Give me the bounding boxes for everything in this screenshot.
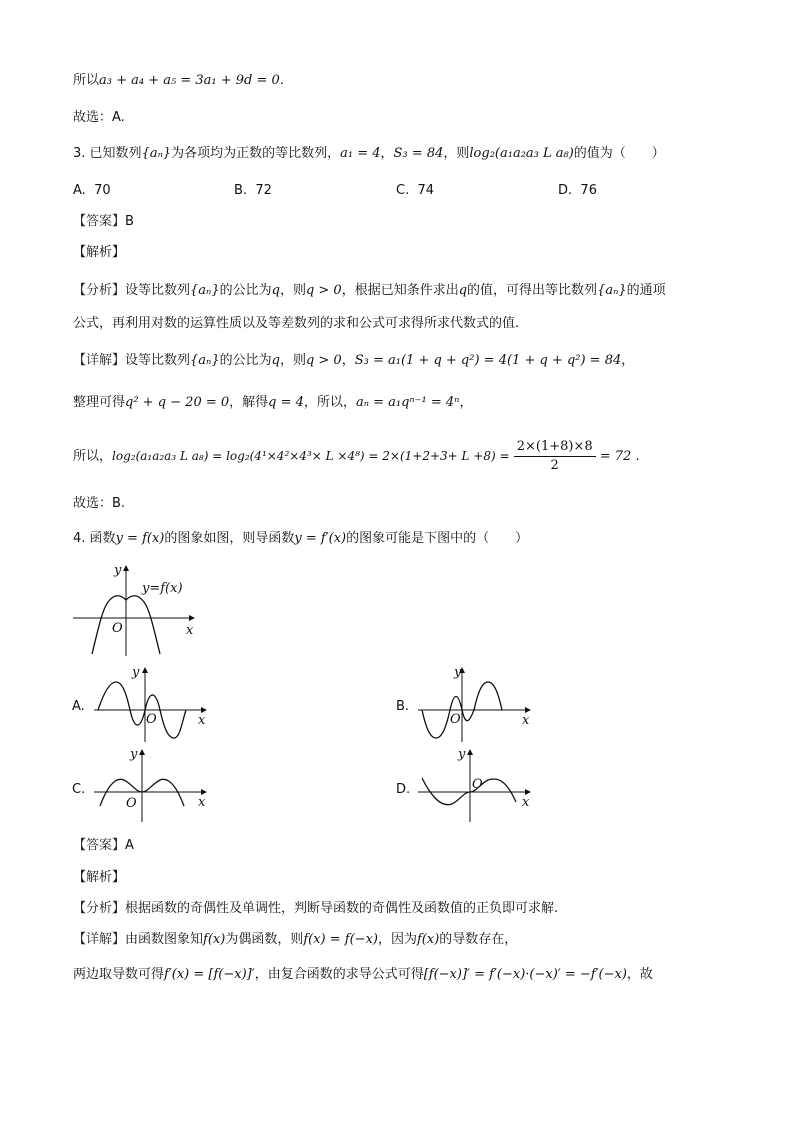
q4-answer-tag: 【答案】 bbox=[73, 838, 126, 853]
q3-xj-eq5-end: = 72 . bbox=[599, 449, 640, 464]
q3-fenxi-1f: 的通项 bbox=[626, 283, 666, 298]
q3-xj-frac-den: 2 bbox=[550, 458, 559, 473]
q3-xj-qpos: q > 0 bbox=[305, 353, 342, 368]
q4-stem bbox=[73, 529, 528, 549]
q3-xj-q: q bbox=[271, 353, 280, 368]
a-x-label: x bbox=[198, 713, 206, 728]
q4-option-c-graph bbox=[92, 744, 212, 824]
q4-option-b-letter: B. bbox=[396, 699, 410, 714]
c-y-label: y bbox=[130, 747, 138, 762]
main-y-label: y bbox=[114, 563, 122, 578]
q4-number: 4. bbox=[73, 531, 86, 546]
q4-answer bbox=[73, 836, 134, 856]
d-y-label: y bbox=[458, 747, 466, 762]
q2-conclusion-prefix: 所以 bbox=[73, 73, 100, 88]
q4-xj-eq2: f′(x) = [f(−x)]′ bbox=[164, 967, 255, 982]
q4-analysis-tag: 【解析】 bbox=[73, 870, 126, 885]
q3-cond1: a₁ = 4 bbox=[340, 146, 381, 161]
q2-conclusion-math: a₃ + a₄ + a₅ = 3a₁ + 9d = 0 bbox=[99, 73, 280, 88]
q3-fenxi-q2: q bbox=[458, 283, 468, 298]
q4-xj-fx: f(x) bbox=[203, 932, 226, 947]
a-origin-label: O bbox=[146, 712, 157, 727]
a-y-label: y bbox=[132, 665, 140, 680]
q4-xiangjie-line2 bbox=[73, 965, 653, 985]
q4-option-d-letter: D. bbox=[396, 782, 411, 797]
d-curve bbox=[422, 778, 516, 805]
q3-fenxi-qpos: q > 0 bbox=[305, 283, 342, 298]
c-x-label: x bbox=[198, 795, 206, 810]
q4-option-d-graph bbox=[416, 744, 536, 824]
main-origin-label: O bbox=[112, 621, 123, 636]
q4-answer-value: A bbox=[125, 838, 134, 853]
q3-expr: log₂(a₁a₂a₃ L a₈) bbox=[469, 146, 574, 161]
q3-option-c-letter: C. bbox=[396, 183, 410, 198]
q4-stem-b: 的图象如图，则导函数 bbox=[164, 531, 295, 546]
q3-choose: 故选：B. bbox=[73, 496, 126, 511]
q3-fenxi-seq: {aₙ} bbox=[190, 283, 220, 298]
q3-xj-2c: ，所以， bbox=[303, 395, 356, 410]
q4-xj-2a: 两边取导数可得 bbox=[73, 967, 165, 982]
q3-xj-3a: 所以， bbox=[73, 449, 113, 464]
q3-cond2: S₃ = 84 bbox=[393, 146, 444, 161]
q3-seq: {aₙ} bbox=[141, 146, 172, 161]
q4-fenxi-tag: 【分析】 bbox=[73, 901, 126, 916]
q4-fenxi-line bbox=[73, 899, 558, 919]
q3-analysis-tag: 【解析】 bbox=[73, 245, 126, 260]
d-x-label: x bbox=[522, 795, 530, 810]
q3-xiangjie-tag: 【详解】 bbox=[73, 353, 126, 368]
c-origin-label: O bbox=[126, 796, 137, 811]
q3-fenxi-1c: ，则 bbox=[279, 283, 306, 298]
b-x-label: x bbox=[522, 713, 530, 728]
q4-option-b-graph bbox=[416, 662, 536, 744]
q3-option-b bbox=[234, 181, 272, 201]
q3-stem bbox=[73, 144, 665, 164]
q4-xj-1b: 为偶函数，则 bbox=[225, 932, 304, 947]
q3-xj-2b: ，解得 bbox=[229, 395, 269, 410]
q4-xj-1a: 由函数图象知 bbox=[125, 932, 204, 947]
q3-fenxi-1b: 的公比为 bbox=[219, 283, 272, 298]
q3-xj-eq5: log₂(a₁a₂a₃ L a₈) = log₂(4¹×4²×4³× L ×4⁸) = 2×(1+2+3+ L +8) = bbox=[112, 449, 510, 463]
q4-stem-a: 函数 bbox=[89, 531, 116, 546]
q2-conclusion-line bbox=[73, 71, 284, 91]
q3-stem-b: 为各项均为正数的等比数列， bbox=[171, 146, 341, 161]
q2-choose: 故选：A. bbox=[73, 110, 125, 125]
q4-xj-2c: ，故 bbox=[626, 967, 653, 982]
b-y-label: y bbox=[454, 665, 462, 680]
q3-option-d-value: 76 bbox=[580, 183, 597, 198]
q3-fenxi-1e: 的值，可得出等比数列 bbox=[467, 283, 598, 298]
q4-xj-1c: ，因为 bbox=[377, 932, 417, 947]
q4-xiangjie-line1 bbox=[73, 930, 517, 950]
q3-xj-eq1: S₃ = a₁(1 + q + q²) = 4(1 + q + q²) = 84 bbox=[354, 353, 622, 368]
q3-stem-d: 的值为（ ） bbox=[573, 146, 665, 161]
q4-xj-eq3: [f(−x)]′ = f′(−x)·(−x)′ = −f′(−x) bbox=[423, 967, 627, 982]
q3-xj-2d: ， bbox=[459, 395, 473, 410]
q3-answer-value: B bbox=[125, 214, 134, 229]
q4-option-c-letter: C. bbox=[72, 782, 86, 797]
q3-fenxi-tag: 【分析】 bbox=[73, 283, 126, 298]
q3-xj-seq: {aₙ} bbox=[190, 353, 220, 368]
q4-fprime: y = f′(x) bbox=[294, 531, 347, 546]
b-origin-label: O bbox=[450, 712, 461, 727]
q4-option-a-letter: A. bbox=[72, 699, 85, 714]
q3-fenxi-line1 bbox=[73, 281, 666, 301]
q3-option-c bbox=[396, 181, 434, 201]
q3-answer bbox=[73, 212, 134, 232]
q4-xiangjie-tag: 【详解】 bbox=[73, 932, 126, 947]
q4-xj-2b: ，由复合函数的求导公式可得 bbox=[254, 967, 424, 982]
q4-stem-c: 的图象可能是下图中的（ ） bbox=[346, 531, 529, 546]
q3-xj-1c: ，则 bbox=[279, 353, 306, 368]
q3-xiangjie-line3 bbox=[73, 436, 640, 478]
q3-xj-2a: 整理可得 bbox=[73, 395, 126, 410]
q2-conclusion-end: . bbox=[279, 73, 284, 88]
q3-option-a-value: 70 bbox=[94, 183, 111, 198]
q3-option-a bbox=[73, 181, 111, 201]
q3-option-a-letter: A. bbox=[73, 183, 86, 198]
q3-fenxi-seq2: {aₙ} bbox=[597, 283, 627, 298]
q3-fenxi-1a: 设等比数列 bbox=[125, 283, 191, 298]
q3-option-d-letter: D. bbox=[558, 183, 573, 198]
main-x-label: x bbox=[186, 623, 194, 638]
q3-sep1: ， bbox=[380, 146, 394, 161]
q3-xj-frac-num: 2×(1+8)×8 bbox=[514, 438, 596, 457]
q3-xiangjie-line2 bbox=[73, 393, 472, 413]
q3-xiangjie-line1 bbox=[73, 351, 634, 371]
q3-stem-c: ，则 bbox=[443, 146, 470, 161]
q3-option-c-value: 74 bbox=[417, 183, 435, 198]
q4-xj-1d: 的导数存在， bbox=[439, 932, 518, 947]
q3-fenxi-q: q bbox=[271, 283, 280, 298]
q3-option-b-letter: B. bbox=[234, 183, 248, 198]
q4-xj-eq1: f(x) = f(−x) bbox=[303, 932, 378, 947]
d-origin-label: O bbox=[472, 777, 483, 792]
q3-answer-tag: 【答案】 bbox=[73, 214, 126, 229]
q4-option-a-graph bbox=[92, 662, 212, 744]
q3-xj-eq4: aₙ = a₁qⁿ⁻¹ = 4ⁿ bbox=[355, 395, 460, 410]
q3-xj-eq3: q = 4 bbox=[268, 395, 304, 410]
q4-xj-fx2: f(x) bbox=[416, 932, 440, 947]
q4-main-graph bbox=[70, 560, 200, 660]
q3-option-d bbox=[558, 181, 597, 201]
q3-xj-eq2: q² + q − 20 = 0 bbox=[125, 395, 230, 410]
q3-number: 3. bbox=[73, 146, 86, 161]
q4-fenxi-text: 根据函数的奇偶性及单调性，判断导函数的奇偶性及函数值的正负即可求解. bbox=[125, 901, 559, 916]
q4-f: y = f(x) bbox=[115, 531, 165, 546]
q3-xj-1d: ， bbox=[341, 353, 355, 368]
main-f-label: y=f(x) bbox=[142, 581, 183, 596]
q3-fenxi-line2: 公式，再利用对数的运算性质以及等差数列的求和公式可求得所求代数式的值. bbox=[73, 316, 520, 331]
q3-option-b-value: 72 bbox=[255, 183, 272, 198]
q3-xj-1b: 的公比为 bbox=[219, 353, 272, 368]
q3-xj-1e: ， bbox=[621, 353, 635, 368]
q3-fenxi-1d: ，根据已知条件求出 bbox=[341, 283, 459, 298]
q3-stem-a: 已知数列 bbox=[89, 146, 142, 161]
q3-xj-1a: 设等比数列 bbox=[125, 353, 191, 368]
q3-xj-fraction bbox=[514, 438, 596, 475]
